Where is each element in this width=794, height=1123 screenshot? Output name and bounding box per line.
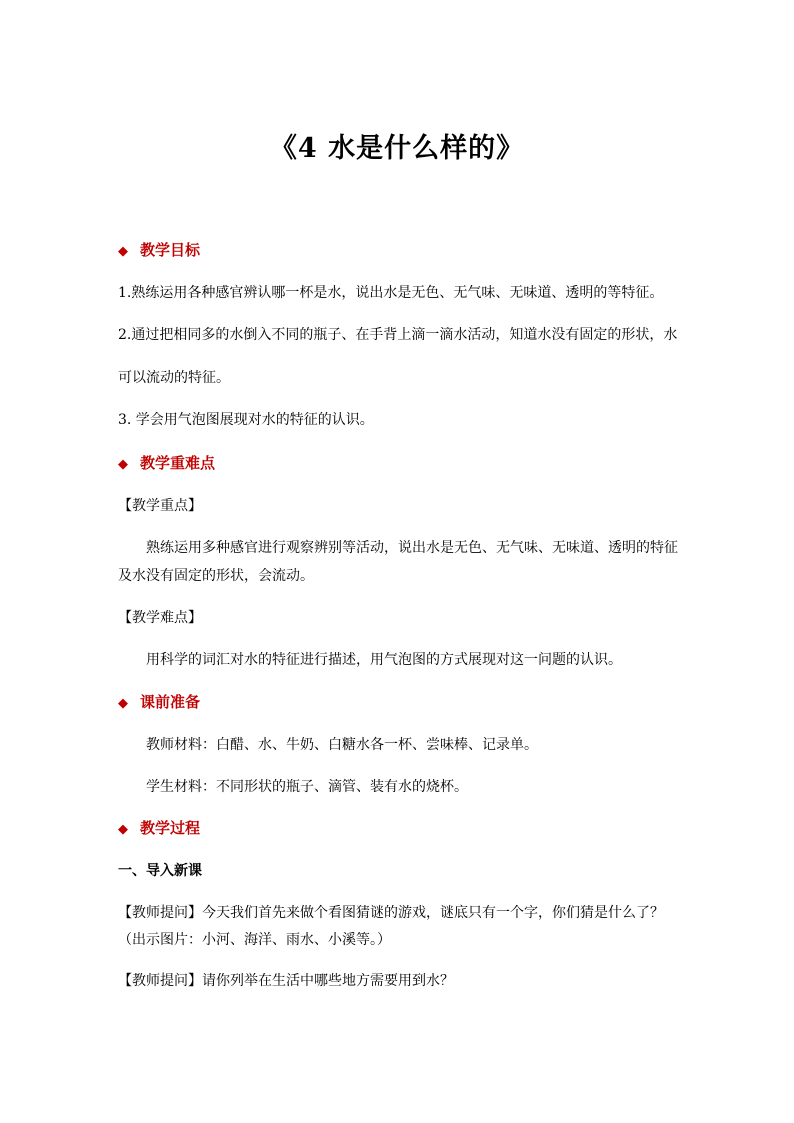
section-heading-preparation [118, 692, 678, 714]
section-heading-label: 教学过程 [140, 819, 201, 837]
diamond-bullet-icon: ◆ [118, 244, 128, 259]
section-heading-key-difficult [118, 453, 678, 475]
teacher-materials: 教师材料：白醋、水、牛奶、白糖水各一杯、尝味棒、记录单。 [146, 737, 538, 753]
section-heading-label: 教学重难点 [140, 454, 216, 472]
objective-item-2: 2.通过把相同多的水倒入不同的瓶子、在手背上滴一滴水活动，知道水没有固定的形状，水 [118, 327, 678, 343]
difficult-point-text: 用科学的词汇对水的特征进行描述，用气泡图的方式展现对这一问题的认识。 [146, 652, 622, 668]
objective-item-2-cont: 可以流动的特征。 [118, 370, 230, 386]
page-title: 《4 水是什么样的》 [269, 133, 525, 164]
key-point-text: 熟练运用多种感官进行观察辨别等活动，说出水是无色、无气味、无味道、透明的特征 [146, 540, 678, 556]
difficult-point-label: 【教学难点】 [118, 610, 202, 626]
objective-item-1: 1.熟练运用各种感官辨认哪一杯是水，说出水是无色、无气味、无味道、透明的等特征。 [118, 285, 664, 301]
subsection-intro: 一、导入新课 [118, 863, 202, 879]
key-point-label: 【教学重点】 [118, 498, 202, 514]
objective-item-3: 3. 学会用气泡图展现对水的特征的认识。 [118, 412, 374, 428]
teacher-question-1-note: （出示图片：小河、海洋、雨水、小溪等。） [118, 932, 391, 948]
section-heading-process [118, 818, 678, 840]
teacher-question-2: 【教师提问】请你列举在生活中哪些地方需要用到水？ [118, 973, 454, 989]
student-materials: 学生材料：不同形状的瓶子、滴管、装有水的烧杯。 [146, 779, 468, 795]
key-point-text-cont: 及水没有固定的形状，会流动。 [118, 568, 314, 584]
section-heading-objectives [118, 240, 678, 262]
section-heading-label: 课前准备 [140, 693, 201, 711]
teacher-question-1: 【教师提问】今天我们首先来做个看图猜谜的游戏，谜底只有一个字，你们猜是什么了？ [118, 905, 664, 921]
diamond-bullet-icon: ◆ [118, 822, 128, 837]
diamond-bullet-icon: ◆ [118, 696, 128, 711]
diamond-bullet-icon: ◆ [118, 457, 128, 472]
section-heading-label: 教学目标 [140, 241, 201, 259]
